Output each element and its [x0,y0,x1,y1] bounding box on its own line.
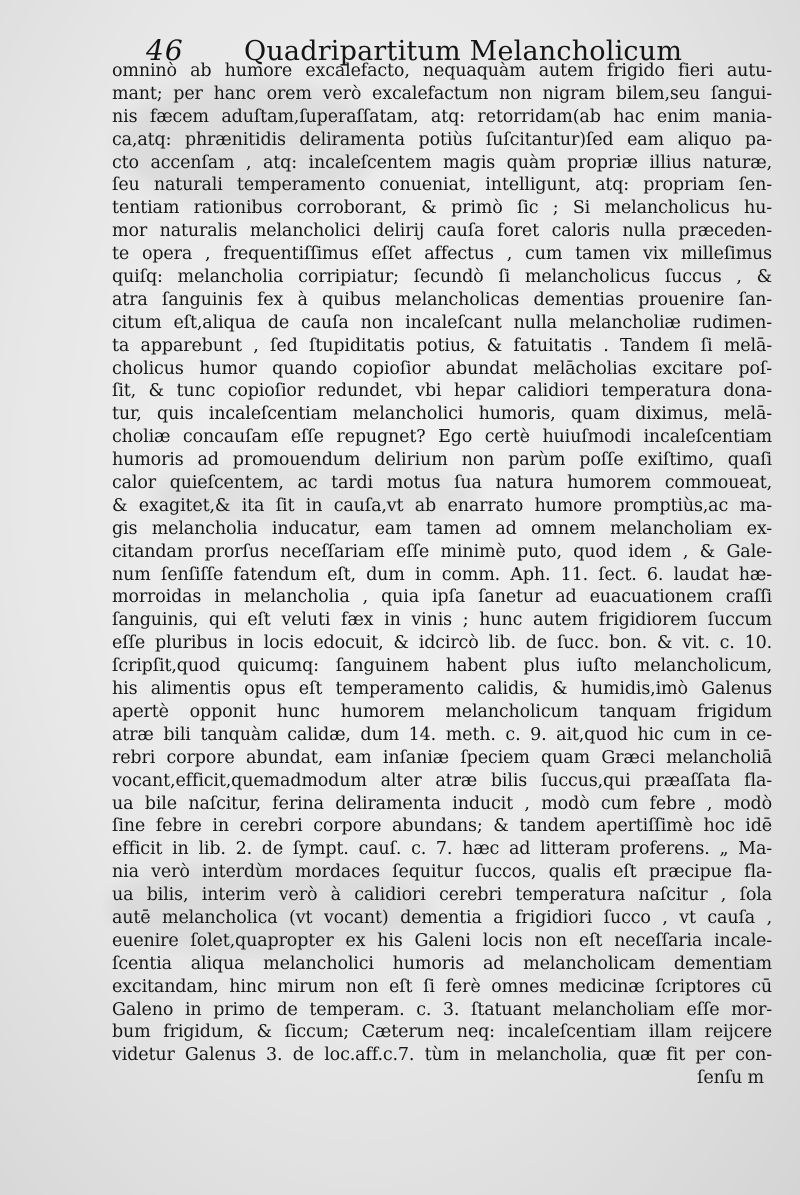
catchword: ſenſu m [697,1068,764,1089]
text-line: his alimentis opus eſt temperamento calidis, & humidis,imò Galenus [112,679,772,700]
text-line: mant; per hanc orem verò excalefactum non nigram bilem,seu ſangui- [112,83,772,104]
text-line: citandam prorſus neceſſariam eſſe minimè puto, quod idem , & Gale- [112,541,772,562]
text-line: ſine febre in cerebri corpore abundans; & tandem apertiſſimè hoc idē [112,816,772,837]
page-number: 46 [146,34,184,67]
text-line: choliæ concauſam eſſe repugnet? Ego certè huiuſmodi incaleſcentiam [112,427,772,448]
text-line: & exagitet,& ita ſit in cauſa,vt ab enarrato humore promptiùs,ac ma- [112,495,772,516]
text-line: videtur Galenus 3. de loc.aff.c.7. tùm in melancholia, quæ fit per con- [112,1045,772,1066]
text-line: num ſenſiſſe fatendum eſt, dum in comm. Aph. 11. ſect. 6. laudat hæ- [112,564,772,585]
text-line: omninò ab humore excalefacto, nequaquàm autem frigido fieri autu- [112,61,772,81]
text-line: ſcripſit,quod quicumq: ſanguinem habent plus iuſto melancholicum, [112,656,772,677]
text-line: rebri corpore abundat, eam inſaniæ ſpeciem quam Græci melancholiā [112,747,772,768]
text-line: te opera , frequentiſſimus eſſet affectus , cum tamen vix milleſimus [112,244,772,265]
text-line: ſeu naturali temperamento conueniat, intelligunt, atq: propriam ſen- [112,175,772,196]
text-line: ca,atq: phrænitidis deliramenta potiùs ſuſcitantur)ſed eam aliquo pa- [112,129,772,150]
text-line: autē melancholica (vt vocant) dementia a frigidiori ſucco , vt cauſa , [112,907,772,928]
text-line: cto accenſam , atq: incaleſcentem magis quàm propriæ illius naturæ, [112,152,772,173]
text-line: calor quieſcentem, ac tardi motus ſua natura humorem commoueat, [112,473,772,494]
text-line: atræ bili tanquàm calidæ, dum 14. meth. c. 9. ait,quod hic cum in ce- [112,724,772,745]
text-line: gis melancholia inducatur, eam tamen ad omnem melancholiam ex- [112,518,772,539]
text-line: nia verò interdùm mordaces ſequitur ſuccos, qualis eſt præcipue fla- [112,862,772,883]
text-line: atra ſanguinis fex à quibus melancholicas dementias prouenire ſan- [112,289,772,310]
text-line: euenire ſolet,quapropter ex his Galeni locis non eſt neceſſaria incale- [112,930,772,951]
text-line: ua bile naſcitur, ferina deliramenta inducit , modò cum febre , modò [112,793,772,814]
body-text [112,60,772,1090]
text-line: apertè opponit hunc humorem melancholicum tanquam frigidum [112,701,772,722]
running-title: Quadripartitum Melancholicum [244,36,683,67]
text-line: mor naturalis melancholici delirij cauſa foret caloris nulla præceden- [112,221,772,242]
text-line: ua bilis, interim verò à calidiori cerebri temperatura naſcitur , ſola [112,885,772,906]
text-line: tur, quis incaleſcentiam melancholici humoris, quam diximus, melā- [112,404,772,425]
text-line: morroidas in melancholia , quia ipſa ſanetur ad euacuationem craſſi [112,587,772,608]
text-line: citum eſt,aliqua de cauſa non incaleſcant nulla melancholiæ rudimen- [112,312,772,333]
text-line: ta apparebunt , ſed ſtupiditatis potius, & fatuitatis . Tandem ſi melā- [112,335,772,356]
text-line: ſit, & tunc copioſior redundet, vbi hepar calidiori temperatura dona- [112,381,772,402]
text-line: efficit in lib. 2. de ſympt. cauſ. c. 7. hæc ad litteram proferens. „ Ma- [112,839,772,860]
text-line: excitandam, hinc mirum non eſt ſi ferè omnes medicinæ ſcriptores cū [112,976,772,997]
text-line: vocant,efficit,quemadmodum alter atræ bilis ſuccus,qui præaſſata fla- [112,770,772,791]
text-line: tentiam rationibus corroborant, & primò ſic ; Si melancholicus hu- [112,198,772,219]
text-line: cholicus humor quando copioſior abundat melācholias excitare poſ- [112,358,772,379]
text-line: humoris ad promouendum delirium non parùm poſſe exiſtimo, quaſi [112,450,772,471]
text-line: bum frigidum, & ſiccum; Cæterum neq: incaleſcentiam illam reijcere [112,1022,772,1043]
text-line: ſcentia aliqua melancholici humoris ad melancholicam dementiam [112,953,772,974]
text-line: eſſe pluribus in locis edocuit, & idcircò lib. de ſucc. bon. & vit. c. 10. [112,633,772,654]
text-line: nis fæcem aduſtam,ſuperaſſatam, atq: retorridam(ab hac enim mania- [112,106,772,127]
text-line: ſanguinis, qui eſt veluti fæx in vinis ; hunc autem frigidiorem ſuccum [112,610,772,631]
text-line: Galeno in primo de temperam. c. 3. ſtatuant melancholiam eſſe mor- [112,999,772,1020]
text-line: quiſq: melancholia corripiatur; ſecundò ſi melancholicus ſuccus , & [112,267,772,288]
